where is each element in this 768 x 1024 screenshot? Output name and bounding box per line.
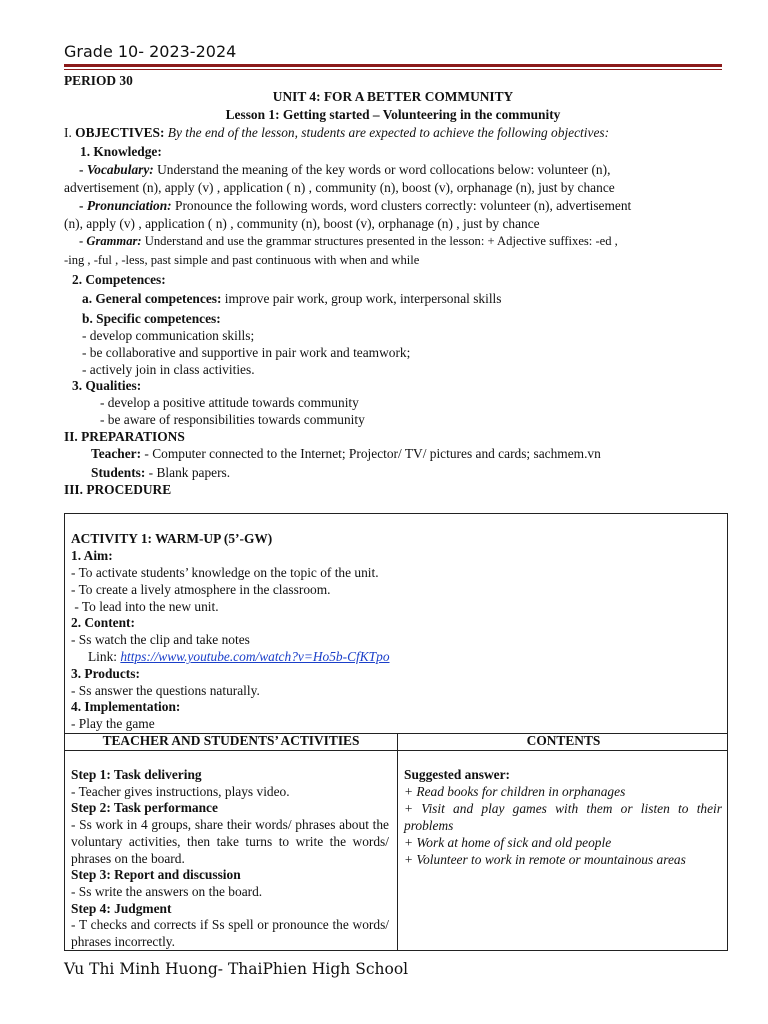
pronunciation-line: - Pronunciation: Pronounce the following words, word clusters correctly: volunteer (n), advertisement bbox=[79, 198, 632, 213]
quality-item: - be aware of responsibilities towards community bbox=[100, 412, 365, 427]
column-header-contents: CONTENTS bbox=[526, 733, 601, 748]
products-item: - Ss answer the questions naturally. bbox=[71, 683, 260, 698]
students-preparation: Students: - Blank papers. bbox=[91, 465, 231, 480]
specific-item: - develop communication skills; bbox=[82, 328, 255, 343]
aim-item: - To activate students’ knowledge on the topic of the unit. bbox=[71, 565, 379, 580]
aim-heading: 1. Aim: bbox=[71, 548, 113, 563]
youtube-link[interactable]: https://www.youtube.com/watch?v=Ho5b-CfKTpo bbox=[120, 649, 390, 664]
preparations-heading: II. PREPARATIONS bbox=[64, 429, 185, 444]
products-heading: 3. Products: bbox=[71, 666, 140, 681]
header-rule-thin bbox=[64, 69, 722, 70]
step-heading: Step 1: Task delivering bbox=[71, 767, 202, 782]
procedure-heading: III. PROCEDURE bbox=[64, 482, 172, 497]
answer-item: + Read books for children in orphanages bbox=[404, 784, 626, 799]
aim-item: - To lead into the new unit. bbox=[71, 599, 219, 614]
qualities-heading: 3. Qualities: bbox=[72, 378, 142, 393]
step-heading: Step 2: Task performance bbox=[71, 800, 218, 815]
quality-item: - develop a positive attitude towards community bbox=[100, 395, 359, 410]
lesson-title: Lesson 1: Getting started – Volunteering in the community bbox=[225, 107, 561, 122]
step-text: - T checks and corrects if Ss spell or pronounce the words/ phrases incorrectly. bbox=[71, 917, 389, 949]
unit-title: UNIT 4: FOR A BETTER COMMUNITY bbox=[272, 89, 514, 104]
step-text: - Ss write the answers on the board. bbox=[71, 884, 263, 899]
link-line: Link: https://www.youtube.com/watch?v=Ho5b-CfKTpo bbox=[88, 649, 390, 664]
grammar-line: - Grammar: Understand and use the grammar structures presented in the lesson: + Adjective suffixes: -ed , bbox=[79, 234, 618, 248]
grammar-line-2: -ing , -ful , -less, past simple and past continuous with when and while bbox=[64, 253, 420, 267]
knowledge-heading: 1. Knowledge: bbox=[80, 144, 162, 159]
pronunciation-line-2: (n), apply (v) , application ( n) , community (n), boost (v), orphanage (n) , just by chance bbox=[64, 216, 540, 231]
step-text: - Ss work in 4 groups, share their words/ phrases about the voluntary activities, then take turns to write the words/ phrases on the board. bbox=[71, 817, 389, 866]
answer-item: + Work at home of sick and old people bbox=[404, 835, 612, 850]
content-heading: 2. Content: bbox=[71, 615, 135, 630]
period-label: PERIOD 30 bbox=[64, 73, 133, 88]
step-heading: Step 4: Judgment bbox=[71, 901, 172, 916]
column-header-activities: TEACHER AND STUDENTS’ ACTIVITIES bbox=[102, 733, 360, 748]
header-rule-thick bbox=[64, 64, 722, 67]
implementation-heading: 4. Implementation: bbox=[71, 699, 181, 714]
activity-title: ACTIVITY 1: WARM-UP (5’-GW) bbox=[71, 531, 273, 546]
specific-competences-heading: b. Specific competences: bbox=[82, 311, 221, 326]
specific-item: - actively join in class activities. bbox=[82, 362, 255, 377]
page-header: Grade 10- 2023-2024 bbox=[64, 42, 237, 61]
suggested-answer-heading: Suggested answer: bbox=[404, 767, 511, 782]
aim-item: - To create a lively atmosphere in the classroom. bbox=[71, 582, 331, 597]
step-heading: Step 3: Report and discussion bbox=[71, 867, 241, 882]
column-divider bbox=[397, 733, 398, 950]
general-competences: a. General competences: improve pair work, group work, interpersonal skills bbox=[82, 291, 502, 306]
competences-heading: 2. Competences: bbox=[72, 272, 166, 287]
implementation-item: - Play the game bbox=[71, 716, 155, 731]
answer-item: + Volunteer to work in remote or mountainous areas bbox=[404, 852, 686, 867]
activity-table bbox=[64, 513, 728, 951]
objectives-heading: I. OBJECTIVES: By the end of the lesson, students are expected to achieve the following objectives: bbox=[64, 125, 610, 140]
table-divider bbox=[65, 750, 727, 751]
specific-item: - be collaborative and supportive in pair work and teamwork; bbox=[82, 345, 411, 360]
answer-item: + Visit and play games with them or listen to their problems bbox=[404, 801, 722, 833]
step-text: - Teacher gives instructions, plays video. bbox=[71, 784, 290, 799]
content-item: - Ss watch the clip and take notes bbox=[71, 632, 250, 647]
page-footer: Vu Thi Minh Huong- ThaiPhien High School bbox=[64, 960, 409, 978]
vocabulary-line: - Vocabulary: Understand the meaning of the key words or word collocations below: volunteer (n), bbox=[79, 162, 611, 177]
teacher-preparation: Teacher: - Computer connected to the Internet; Projector/ TV/ pictures and cards; sachmem.vn bbox=[91, 446, 601, 461]
vocabulary-line-2: advertisement (n), apply (v) , application ( n) , community (n), boost (v), orphanage (n), just by chance bbox=[64, 180, 615, 195]
